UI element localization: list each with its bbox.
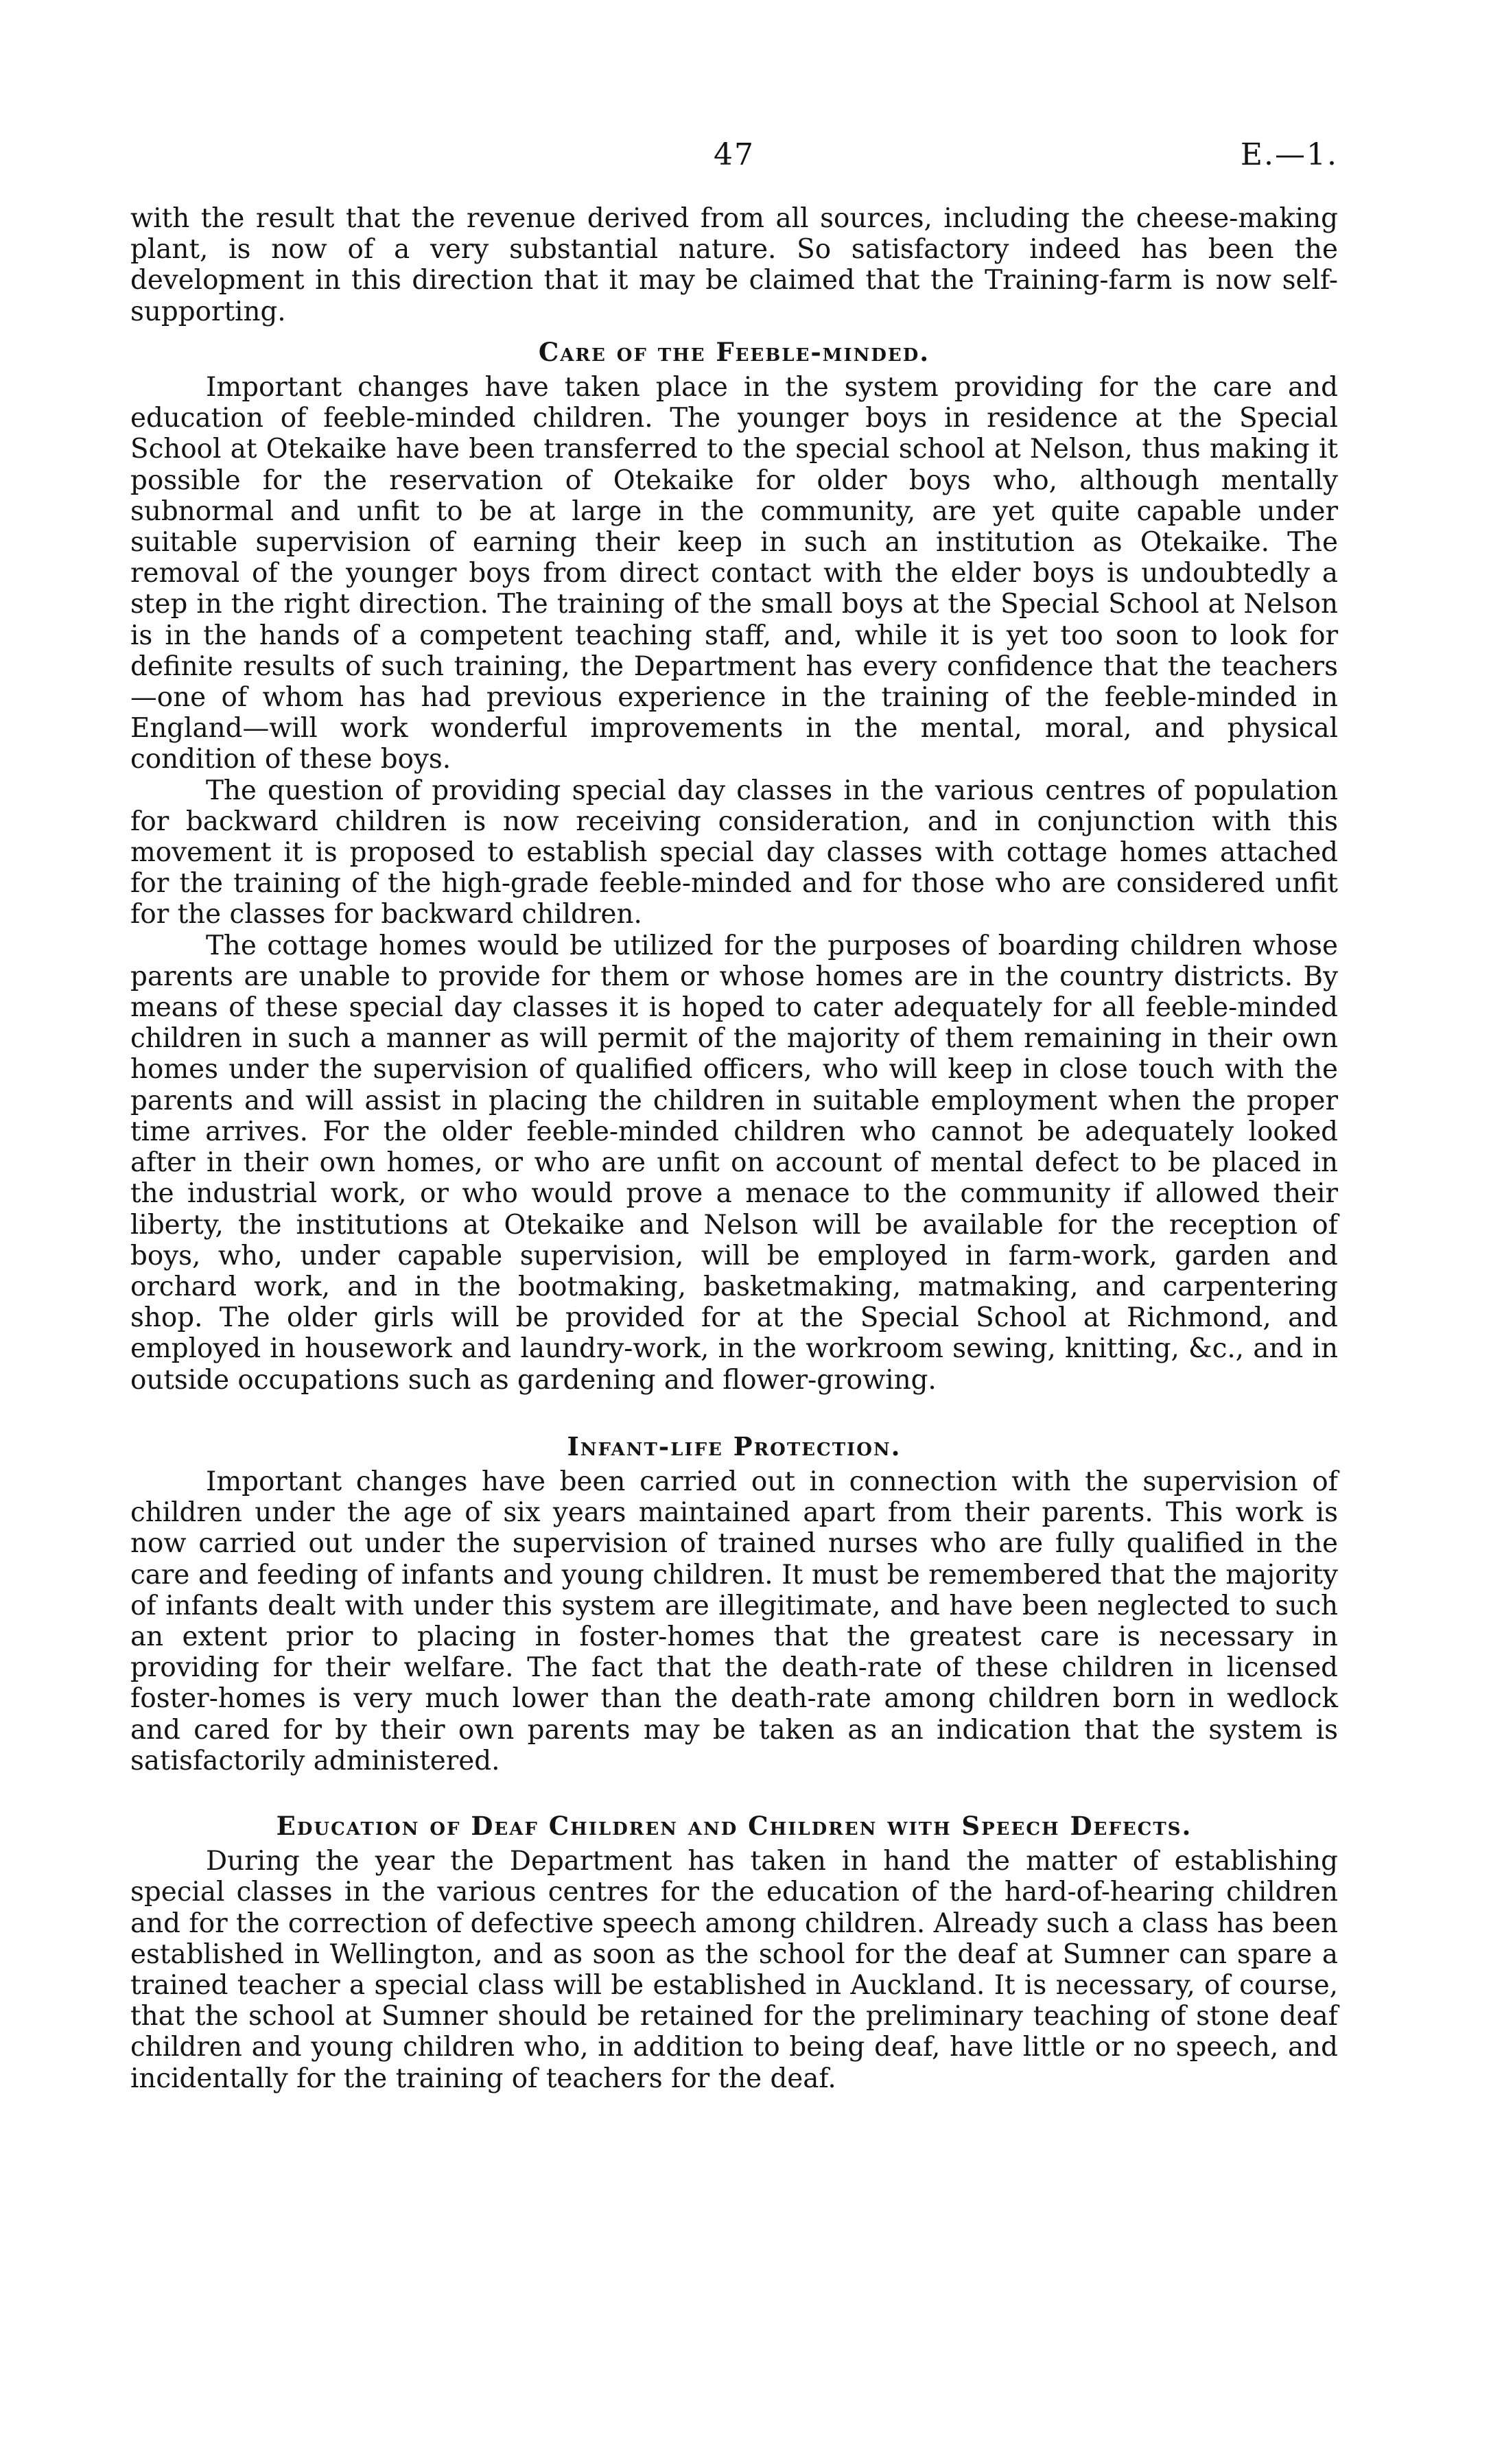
page-body xyxy=(130,203,1338,2094)
page-number: 47 xyxy=(714,137,755,172)
heading-care-of-feeble-minded: Care of the Feeble-minded. xyxy=(538,336,930,367)
page-header xyxy=(130,137,1338,185)
feeble-minded-paragraph-3: The cottage homes would be utilized for the purposes of boarding children whose parents are unable to provide for them or whose homes are in the country districts. By means of these special day classes it is hoped to cater adequately for all feeble-minded children in such a manner as will permit of the majority of them remaining in their own homes under the supervision of qualified officers, who will keep in close touch with the parents and will assist in placing the children in suitable employment when the proper time arrives. For the older feeble-minded children who cannot be adequately looked after in their own homes, or who are unfit on account of mental defect to be placed in the industrial work, or who would prove a menace to the community if allowed their liberty, the institutions at Otekaike and Nelson will be available for the reception of boys, who, under capable supervision, will be employed in farm-work, garden and orchard work, and in the bootmaking, basketmaking, matmaking, and carpentering shop. The older girls will be provided for at the Special School at Richmond, and employed in housework and laundry-work, in the workroom sewing, knitting, &c., and in outside occupations such as gardening and flower-growing. xyxy=(130,930,1338,1396)
heading-infant-life-protection: Infant-life Protection. xyxy=(567,1431,902,1462)
infant-life-paragraph-1: Important changes have been carried out in connection with the supervision of children under the age of six years maintained apart from their parents. This work is now carried out under the supervision of trained nurses who are fully qualified in the care and feeding of infants and young children. It must be remembered that the majority of infants dealt with under this system are illegitimate, and have been neglected to such an extent prior to placing in foster-homes that the greatest care is necessary in providing for their welfare. The fact that the death-rate of these children in licensed foster-homes is very much lower than the death-rate among children born in wedlock and cared for by their own parents may be taken as an indication that the system is satisfactorily administered. xyxy=(130,1466,1338,1776)
feeble-minded-paragraph-1: Important changes have taken place in the system providing for the care and education of feeble-minded children. The younger boys in residence at the Special School at Otekaike have been transferred to the special school at Nelson, thus making it possible for the reservation of Otekaike for older boys who, although mentally subnormal and unfit to be at large in the community, are yet quite capable under suitable supervision of earning their keep in such an institution as Otekaike. The removal of the younger boys from direct contact with the elder boys is undoubtedly a step in the right direction. The training of the small boys at the Special School at Nelson is in the hands of a competent teaching staff, and, while it is yet too soon to look for definite results of such training, the Department has every confidence that the teachers—one of whom has had previous experience in the training of the feeble-minded in England—will work wonderful improvements in the mental, moral, and physical condition of these boys. xyxy=(130,372,1338,775)
feeble-minded-paragraph-2: The question of providing special day classes in the various centres of population for backward children is now receiving consideration, and in conjunction with this movement it is proposed to establish special day classes with cottage homes attached for the training of the high-grade feeble-minded and for those who are considered unfit for the classes for backward children. xyxy=(130,775,1338,930)
series-code: E.—1. xyxy=(1240,137,1338,172)
heading-deaf-children: Education of Deaf Children and Children with Speech Defects. xyxy=(276,1810,1193,1841)
intro-paragraph: with the result that the revenue derived from all sources, including the cheese-making plant, is now of a very substantial nature. So satisfactory indeed has been the development in this direction that it may be claimed that the Training-farm is now self-supporting. xyxy=(130,203,1338,327)
deaf-children-paragraph-1: During the year the Department has taken in hand the matter of establishing special classes in the various centres for the education of the hard-of-hearing children and for the correction of defective speech among children. Already such a class has been established in Wellington, and as soon as the school for the deaf at Sumner can spare a trained teacher a special class will be established in Auckland. It is necessary, of course, that the school at Sumner should be retained for the preliminary teaching of stone deaf children and young children who, in addition to being deaf, have little or no speech, and incidentally for the training of teachers for the deaf. xyxy=(130,1846,1338,2094)
